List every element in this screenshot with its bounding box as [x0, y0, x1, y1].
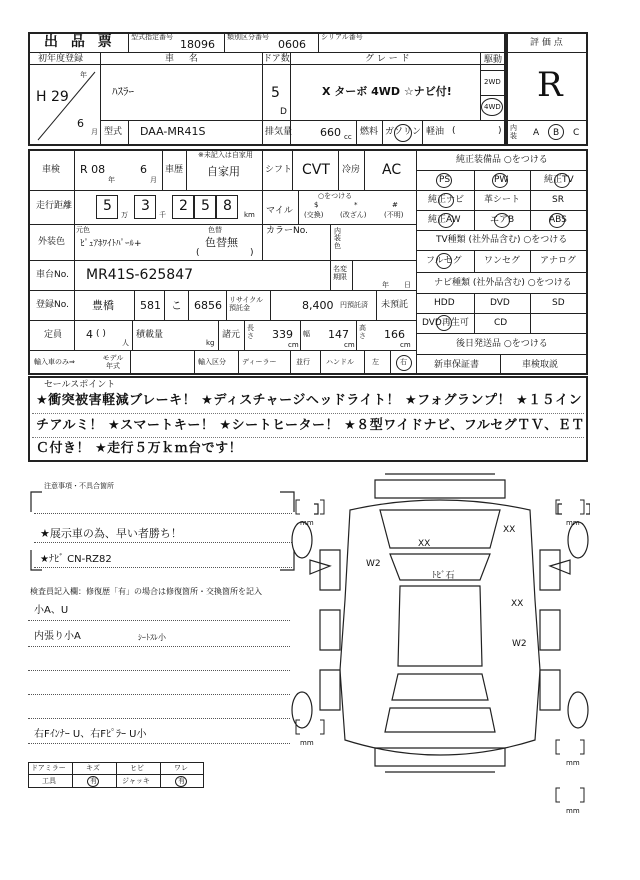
tv-fullseg-circle [436, 253, 452, 269]
mile-label: マイル [266, 206, 293, 216]
cert-value: 18096 [180, 38, 215, 51]
inspector-line-2: 内張り小A [34, 631, 81, 642]
fuel-other-open: ( [452, 126, 456, 136]
inspection-month: 6 [140, 163, 147, 176]
inspector-line-6: 右Fｲﾝﾅｰ U、右Fﾋﾟﾗｰ U小 [34, 729, 147, 740]
dt-r3: ジャッキ [122, 777, 150, 785]
color-change-value: 色替無 [205, 236, 238, 249]
opt-ps: PS [439, 175, 451, 185]
first-reg-month: 6 [77, 117, 84, 130]
recycle-value: 8,400 [302, 299, 334, 312]
opt-abs-circle [549, 213, 565, 228]
height-cm: cm [400, 341, 411, 349]
name-change-label: 名変期限 [333, 265, 347, 282]
inspection-label: 車検 [42, 165, 61, 175]
navi-title: ナビ種類 (社外品含む) ○をつける [434, 278, 572, 288]
first-reg-era: H 29 [36, 89, 69, 105]
mm-2: mm [566, 519, 580, 527]
handle-right: 右 [400, 358, 407, 366]
tv-fullseg: フルセグ [426, 256, 462, 266]
recycle-unpaid: 未預託 [381, 300, 409, 310]
import-label: 輸入車のみ⇒ [34, 358, 75, 366]
opt-ps-circle [436, 173, 452, 188]
navi-dvd-play: DVD再生可 [422, 318, 469, 328]
unknown-label: (不明) [384, 211, 404, 219]
class-value: 0606 [278, 38, 306, 51]
diagram-mark-w2-1: W2 [366, 559, 381, 569]
capacity-value: 4 [86, 328, 93, 341]
class-label: 類別区分番号 [227, 33, 269, 41]
doors-sub: D [280, 107, 287, 117]
color-value: ﾋﾟｭｱﾎﾜｲﾄﾊﾟｰﾙ+ [80, 239, 142, 249]
options-title: 純正装備品 ○をつける [456, 155, 548, 165]
interior-c: C [573, 128, 580, 138]
post-title: 後日発送品 ○をつける [456, 339, 548, 349]
fuel-gas-circle [394, 124, 412, 142]
star-label: * [354, 201, 358, 209]
shift-value: CVT [302, 162, 330, 178]
dollar-label: $ [314, 201, 319, 209]
tv-title: TV種類 (社外品含む) ○をつける [436, 235, 568, 245]
mm-5: mm [566, 807, 580, 815]
circle-note: ○をつける [318, 192, 353, 200]
shift-label: シフト [265, 165, 293, 175]
mm-3: mm [300, 739, 314, 747]
sales-line-3: Ｃ付き！ ★走行５万ｋｍ台です！ [36, 441, 243, 456]
model-value: DAA-MR41S [140, 125, 206, 138]
fuel-label: 燃料 [360, 127, 379, 137]
km-unit: km [244, 211, 255, 219]
registration-label: 登録No. [36, 300, 69, 310]
handle-right-circle [396, 355, 412, 371]
opt-tv: 純正TV [544, 175, 574, 185]
drive-4wd-circle [481, 98, 503, 116]
opt-aw-circle [438, 213, 454, 228]
chassis-value: MR41S-625847 [86, 267, 194, 283]
year-unit: 年 [80, 71, 87, 79]
sales-line-2: チアルミ！ ★スマートキー！ ★シートヒーター！ ★８型ワイドナビ、フルセグＴＶ、ＥＴ [36, 418, 585, 433]
height-label: 高さ [359, 324, 366, 340]
handle-label: ハンドル [326, 358, 354, 366]
displacement-value: 660 [320, 126, 341, 139]
interior-b-circle [548, 124, 564, 140]
car-name: ﾊｽﾗｰ [112, 85, 134, 98]
cc-unit: cc [344, 133, 352, 141]
grade-value: X ターボ 4WD ☆ナビ付! [322, 85, 452, 98]
inspector-label: 検査員記入欄：修復歴「有」の場合は修復箇所・交換箇所を記入 [30, 587, 262, 596]
dt-h2: キズ [86, 764, 100, 772]
post-manual: 車検取説 [522, 360, 559, 370]
mileage-label: 走行距離 [36, 201, 73, 211]
post-warranty: 新車保証書 [434, 360, 480, 370]
inspection-value: R 08 [80, 163, 106, 176]
score-label: 評 価 点 [530, 38, 563, 48]
navi-cd: CD [494, 318, 508, 328]
reg-kana: こ [171, 299, 182, 312]
drive-4wd: 4WD [484, 103, 501, 111]
navi-sd: SD [552, 298, 565, 308]
wheel-brackets [290, 496, 590, 816]
man-unit: 万 [121, 211, 128, 219]
drive-2wd: 2WD [484, 78, 501, 86]
dt-r4-circle [175, 776, 187, 787]
color-change-label: 色替 [208, 226, 222, 234]
sales-line-1: ★衝突被害軽減ブレーキ！ ★ディスチャージヘッドライト！ ★フォグランプ！ ★１５イン [36, 393, 583, 408]
length-label: 長さ [247, 324, 254, 340]
form-title: 出 品 票 [44, 34, 116, 50]
month-unit: 月 [91, 128, 98, 136]
capacity-label: 定員 [44, 330, 63, 340]
doors-label: ドア数 [263, 54, 290, 64]
name-label: 車 名 [165, 54, 204, 64]
drive-label: 駆動 [484, 55, 503, 65]
diagram-mark-xx-3: XX [511, 599, 524, 609]
history-value: 自家用 [207, 165, 240, 178]
cert-label: 型式指定番号 [131, 33, 173, 41]
fuel-value: ガソリン [385, 127, 422, 137]
dt-h1: ドアミラー [31, 764, 66, 772]
ac-value: AC [382, 162, 402, 178]
length-value: 339 [272, 328, 293, 341]
size-label: 諸元 [222, 330, 241, 340]
reg-number: 6856 [194, 299, 222, 312]
diagram-mark-w2-2: W2 [512, 639, 527, 649]
model-label: 型式 [104, 127, 123, 137]
opt-navi: 純正ナビ [428, 195, 465, 205]
inspection-month-unit: 月 [150, 176, 157, 184]
recycle-label: リサイクル預託金 [229, 296, 264, 313]
model-year-label: モデル年式 [102, 354, 124, 371]
color-paren-open: ( [196, 248, 200, 258]
dealer-option: ディーラー [242, 358, 277, 366]
diagram-mark-xx-2: XX [503, 525, 516, 535]
opt-navi-circle [438, 193, 454, 208]
diagram-mark-stone: ﾄﾋﾞ石 [432, 571, 455, 581]
opt-pw-circle [492, 173, 508, 188]
load-label: 積載量 [136, 330, 164, 340]
original-color-label: 元色 [76, 226, 90, 234]
history-note: ※未記入は自家用 [198, 151, 253, 159]
name-change-year: 年 [382, 281, 389, 289]
exchange-label: (交換) [304, 211, 324, 219]
inspection-year-unit: 年 [108, 176, 115, 184]
navi-hdd: HDD [434, 298, 455, 308]
fuel-other-close: ) [498, 126, 502, 136]
mileage-digit-3-text: 2 [179, 198, 188, 214]
opt-pw: PW [494, 175, 509, 185]
width-cm: cm [344, 341, 355, 349]
recycle-unit: 円預託済 [340, 301, 368, 309]
opt-tv-circle [554, 173, 570, 188]
dt-r1: 工具 [42, 777, 56, 785]
opt-abs: ABS [549, 215, 567, 225]
import-class-label: 輸入区分 [198, 358, 226, 366]
height-value: 166 [384, 328, 405, 341]
interior-color-label: 内装色 [334, 227, 341, 250]
interior-a: A [533, 128, 540, 138]
length-cm: cm [288, 341, 299, 349]
doors-value: 5 [271, 85, 280, 101]
inspector-line-1: 小A、U [34, 605, 69, 616]
dt-h3: ヒビ [130, 764, 144, 772]
navi-dvd: DVD [490, 298, 510, 308]
opt-sr: SR [552, 195, 564, 205]
altered-label: (改ざん) [340, 211, 367, 219]
dt-r2: 有 [90, 777, 97, 785]
sen-unit: 千 [159, 211, 166, 219]
dt-h4: ワレ [174, 764, 188, 772]
color-number-label: カラーNo. [266, 226, 308, 236]
width-label: 幅 [303, 330, 310, 338]
width-value: 147 [328, 328, 349, 341]
history-label: 車歴 [165, 165, 184, 175]
inspector-line-2-extra: ｼｰﾄｽﾚ小 [138, 633, 166, 642]
capacity-paren: ( ) [96, 329, 106, 339]
dt-r4: 有 [178, 777, 185, 785]
capacity-unit: 人 [122, 339, 129, 347]
opt-leather: 革シート [484, 195, 521, 205]
mileage-digit-4-text: 5 [201, 198, 210, 214]
mileage-digit-2-text: 3 [141, 198, 150, 214]
reg-place: 豊橋 [92, 299, 114, 312]
sales-label: セールスポイント [44, 380, 116, 390]
load-unit: kg [206, 339, 215, 347]
mileage-digit-1-text: 5 [103, 198, 112, 214]
mileage-digit-5-text: 8 [223, 198, 232, 214]
navi-dvd-play-circle [436, 315, 452, 331]
interior-b: B [553, 128, 560, 138]
ac-label: 冷房 [342, 165, 361, 175]
displacement-label: 排気量 [265, 127, 293, 137]
grade-label: グ レ ー ド [365, 54, 410, 64]
color-paren-close: ) [250, 248, 254, 258]
mm-1: mm [300, 519, 314, 527]
reg-class: 581 [140, 299, 161, 312]
parallel-option: 並行 [296, 358, 310, 366]
score-value: R [537, 65, 563, 105]
handle-left: 左 [372, 358, 379, 366]
first-reg-label: 初年度登録 [38, 54, 84, 64]
mm-4: mm [566, 759, 580, 767]
tv-analog: アナログ [540, 256, 577, 266]
name-change-day: 日 [404, 281, 411, 289]
diagram-mark-xx-1: XX [418, 539, 431, 549]
dt-r2-circle [87, 776, 99, 787]
light-oil-label: 軽油 [426, 127, 445, 137]
serial-label: シリアル番号 [321, 33, 363, 41]
caution-line-2: ★ﾅﾋﾞ CN-RZ82 [40, 554, 112, 565]
first-reg-diagonal [30, 66, 100, 144]
hash-label: # [392, 201, 398, 209]
opt-airbag: エアB [490, 215, 515, 225]
tv-oneseg: ワンセグ [484, 256, 521, 266]
opt-airbag-circle [494, 213, 510, 228]
caution-label: 注意事項・不具合箇所 [44, 482, 114, 490]
interior-label: 内装 [510, 124, 517, 140]
chassis-label: 車台No. [36, 270, 69, 280]
color-label: 外装色 [38, 237, 66, 247]
caution-line-1: ★展示車の為、早い者勝ち！ [40, 527, 182, 540]
opt-aw: 純正AW [428, 215, 461, 225]
